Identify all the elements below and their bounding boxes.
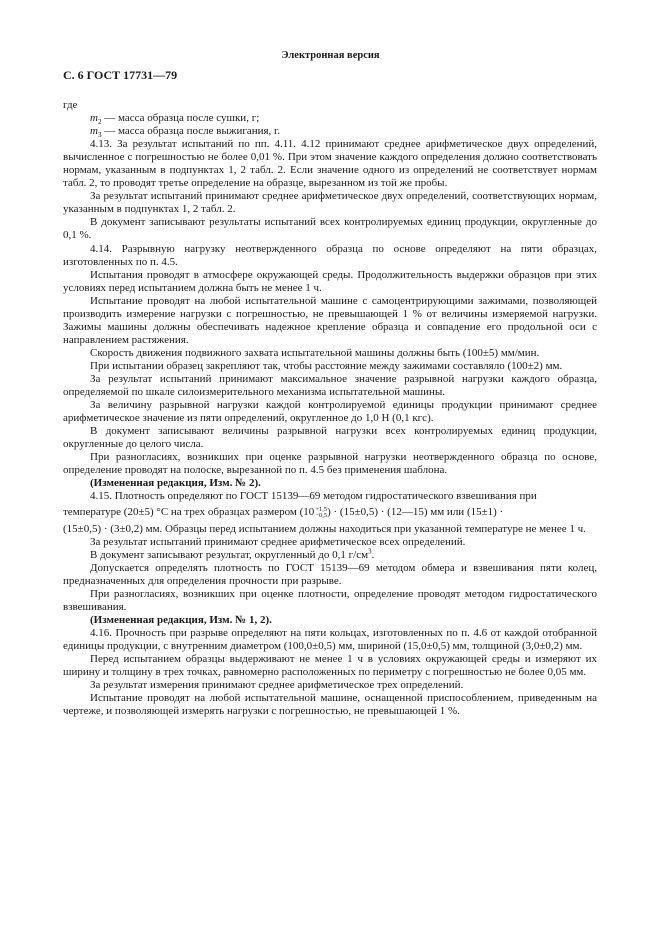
paragraph-4-13: 4.13. За результат испытаний по пп. 4.11. 4.12 принимают среднее арифметическое двух определений, вычисленное с погрешностью не более 0,01 %. При этом значение каждого определения должно соответствовать нормам, указанным в подпунктах 1, 2 табл. 2. Если значение одного из определений не соответствует нормам табл. 2, то проводят третье определение на образце, вырезанном из той же пробы. (63, 138, 597, 190)
tolerance (315, 507, 327, 519)
m3-symbol: m (90, 125, 98, 138)
unit-superscript: 3 (368, 546, 372, 555)
paragraph-4-16: 4.16. Прочность при разрыве определяют на пяти кольцах, изготовленных по п. 4.6 от каждой отобранной единицы продукции, с внутренним диаметром (100,0±0,5) мм, шириной (15,0±0,5) мм, толщиной (3,0±0,2) мм. (63, 626, 597, 652)
m3-subscript: 3 (97, 131, 102, 140)
paragraph-4-15-size (63, 506, 597, 519)
temperature-text: температуре (20±5) °С на трех образцах размером (10 (63, 506, 315, 519)
tolerance-lower: −0,5 (315, 511, 328, 519)
variable-m2 (90, 112, 597, 125)
result-text: В документ записывают результат, округленный до 0,1 г/см (90, 548, 369, 561)
edition-label: Электронная версия (281, 50, 380, 61)
period: . (371, 548, 375, 561)
paragraph-4-14-h: В документ записывают величины разрывной нагрузки всех контролируемых единиц продукции, округленные до целого числа. (63, 425, 597, 451)
paragraph-4-15-c: За результат испытаний принимают среднее арифметическое всех определений. (90, 535, 466, 548)
size-text: ) · (15±0,5) · (12—15) мм или (15±1) · (327, 506, 504, 519)
paragraph-4-15-d (63, 546, 597, 562)
edition-note-1-2: (Измененная редакция, Изм. № 1, 2). (90, 613, 272, 626)
paragraph-4-14-i: При разногласиях, возникших при оценке разрывной нагрузки неотвержденного образца по основе, определение проводят на полоске, вырезанной по п. 4.5 без применения шаблона. (63, 451, 597, 477)
paragraph-4-14-g: За величину разрывной нагрузки каждой контролируемой единицы продукции принимают среднее арифметическое значение из пяти определений, округленное до 1,0 Н (0,1 кгс). (63, 399, 597, 425)
variable-m3 (90, 125, 597, 138)
document-body (63, 99, 597, 718)
paragraph-4-16-d: Испытание проводят на любой испытательной машине, оснащенной приспособлением, приведенным на чертеже, и позволяющей измерять нагрузки с погрешностью, не превышающей 1 %. (63, 692, 597, 718)
m3-definition: — масса образца после выжигания, г. (101, 125, 281, 138)
paragraph-4-15-b: (15±0,5) · (3±0,2) мм. Образцы перед испытанием должны находиться при указанной температуре не менее 1 ч. (63, 522, 586, 535)
m2-subscript: 2 (97, 118, 102, 127)
paragraph-4-14-b: Испытания проводят в атмосфере окружающей среды. Продолжительность выдержки образцов при этих условиях перед испытанием должна быть не менее 1 ч. (63, 268, 597, 294)
text-gde: где (63, 99, 78, 111)
paragraph-4-14-e: При испытании образец закрепляют так, чтобы расстояние между зажимами составляло (100±2) мм. (90, 359, 563, 372)
paragraph-4-14-f: За результат испытаний принимают максимальное значение разрывной нагрузки каждого образца, определяемой по шкале силоизмерительного механизма испытательной машины. (63, 372, 597, 399)
paragraph-4-14-d: Скорость движения подвижного захвата испытательной машины должны быть (100±5) мм/мин. (90, 346, 540, 359)
paragraph-4-13-c: В документ записывают результаты испытаний всех контролируемых единиц продукции, округленные до 0,1 %. (63, 216, 597, 242)
paragraph-4-14-c: Испытание проводят на любой испытательной машине с самоцентрирующими зажимами, позволяющей производить измерение нагрузки с погрешностью, не превышающей 1 % от величины измеряемой нагрузки. Зажимы машины должны обеспечивать надежное крепление образца и совпадение его продольной оси с направлением растяжения. (63, 294, 597, 346)
paragraph-4-15-f: При разногласиях, возникших при оценке плотности, определение проводят методом гидростатического взвешивания. (63, 587, 597, 613)
paragraph-4-14: 4.14. Разрывную нагрузку неотвержденного образца по основе определяют на пяти образцах, изготовленных по п. 4.5. (63, 242, 597, 268)
paragraph-4-16-c: За результат измерения принимают среднее арифметическое трех определений. (90, 679, 464, 692)
m2-definition: — масса образца после сушки, г; (101, 112, 260, 125)
page-reference: С. 6 ГОСТ 17731—79 (63, 68, 178, 82)
paragraph-4-15: 4.15. Плотность определяют по ГОСТ 15139—69 методом гидростатического взвешивания при (90, 490, 537, 503)
paragraph-4-16-b: Перед испытанием образцы выдерживают не менее 1 ч в условиях окружающей среды и измеряют их ширину и толщину в трех точках, равномерно расположенных по периметру с погрешностью не более 0,05 мм. (63, 652, 597, 679)
tolerance-upper: +1,5 (315, 505, 328, 513)
edition-note-2: (Измененная редакция, Изм. № 2). (90, 477, 261, 490)
paragraph-4-13-b: За результат испытаний принимают среднее арифметическое двух определений, соответствующих нормам, указанным в подпунктах 1, 2 табл. 2. (63, 190, 597, 216)
paragraph-4-15-e: Допускается определять плотность по ГОСТ 15139—69 методом обмера и взвешивания пяти колец, предназначенных для определения прочности при разрыве. (63, 561, 597, 587)
m2-symbol: m (90, 112, 98, 125)
